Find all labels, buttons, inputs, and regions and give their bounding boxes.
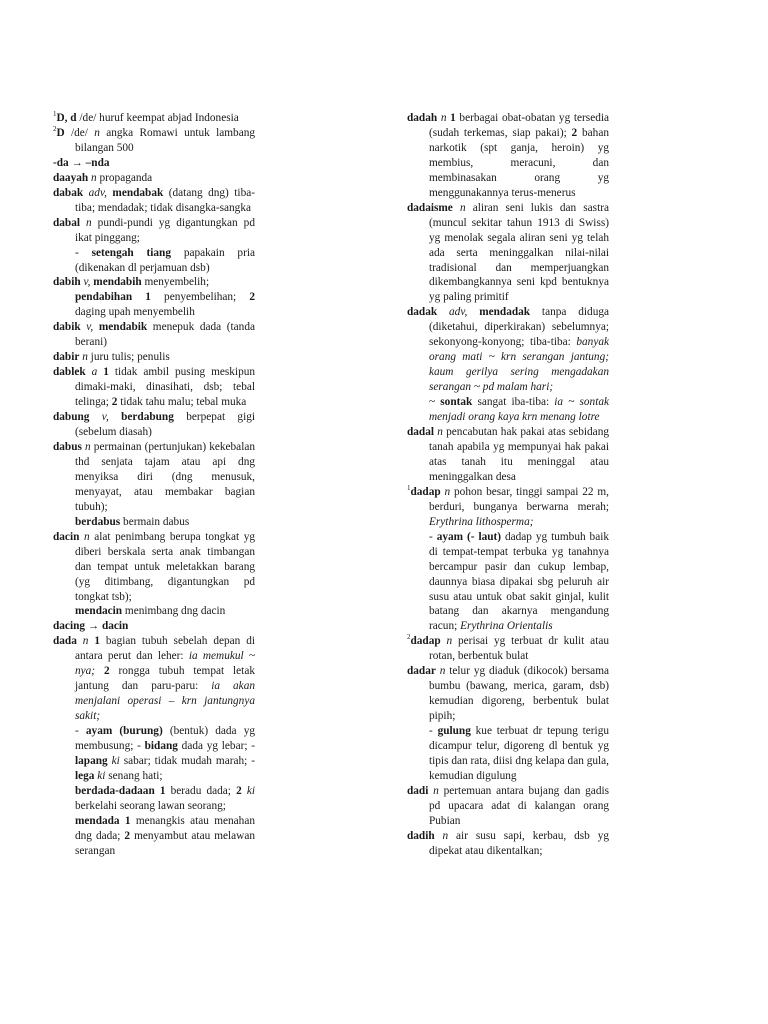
dictionary-entry [407, 111, 609, 201]
dictionary-entry [53, 634, 255, 858]
entry-headword-line: dadaisme n aliran seni lukis dan sastra (muncul sekitar tahun 1913 di Swiss) yg menolak segala aliran seni yg telah ada serta meninggalkan nilai-nilai tradisional dan memperjuangkan dikembangkannya seni kpd bentuknya yg paling primitif [407, 201, 609, 304]
entry-headword-line: $^2$D /de/ n angka Romawi untuk lambang bilangan 500 [53, 125, 256, 154]
entry-headword-line: dabir n juru tulis; penulis [53, 351, 170, 364]
entry-subentry: - ayam (burung) (bentuk) dada yg membusung; - bidang dada yg lebar; - lapang ki sabar; tidak mudah marah; - lega ki senang hati; [75, 725, 256, 782]
dictionary-entry [53, 619, 255, 634]
entry-headword-line: dabik v, mendabik menepuk dada (tanda berani) [53, 321, 255, 349]
entry-headword-line: dacing → dacin [53, 620, 129, 633]
dictionary-entry [53, 365, 255, 410]
dictionary-entry [407, 634, 609, 664]
dictionary-entry [407, 425, 609, 485]
entry-subentry: - ayam (- laut) dadap yg tumbuh baik di tempat-tempat terbuka yg tanahnya bercampur pasir dan cukup lembap, daunnya biasa dipakai sbg peluruh air susu atau untuk obat sakit ginjal, kulit batang dan akarnya mengandung racun; Erythrina Orientalis [429, 530, 610, 633]
dictionary-entry [407, 829, 609, 859]
dictionary-entry [53, 275, 255, 320]
entry-headword-line: daayah n propaganda [53, 171, 153, 184]
entry-headword-line: dadih n air susu sapi, kerbau, dsb yg dipekat atau dikentalkan; [407, 829, 609, 857]
dictionary-entry [53, 126, 255, 156]
entry-headword-line: $^1$dadap n pohon besar, tinggi sampai 22 m, berduri, bunganya berwarna merah; Erythrina lithosperma; [407, 484, 609, 528]
entry-headword-line: $^2$dadap n perisai yg terbuat dr kulit atau rotan, berbentuk bulat [407, 633, 609, 663]
dictionary-entry [53, 111, 255, 126]
dictionary-entry [53, 216, 255, 276]
dictionary-entry [407, 485, 609, 635]
dictionary-entry [53, 156, 255, 171]
entry-subentry: ~ sontak sangat iba-tiba: ia ~ sontak menjadi orang kaya krn menang lotre [429, 396, 610, 424]
entry-headword-line: dadal n pencabutan hak pakai atas sebidang tanah apabila yg mempunyai hak pakai atas tanah itu meninggal atau meninggalkan desa [407, 426, 609, 483]
entry-headword-line: dabung v, berdabung berpepat gigi (sebelum diasah) [53, 411, 256, 439]
entry-headword-line: dabih v, mendabih menyembelih; [53, 276, 210, 289]
entry-headword-line: dadar n telur yg diaduk (dikocok) bersama bumbu (bawang, merica, garam, dsb) kemudian digoreng, berbentuk bulat pipih; [407, 665, 609, 723]
entry-headword-line: dadi n pertemuan antara bujang dan gadis pd upacara adat di kalangan orang Pubian [407, 784, 610, 827]
dictionary-entry [53, 320, 255, 350]
entry-headword-line: dabak adv, mendabak (datang dng) tiba-tiba; mendadak; tidak disangka-sangka [53, 186, 255, 214]
dictionary-entry [407, 201, 609, 306]
entry-subentry: mendada 1 menangkis atau menahan dng dada; 2 menyambut atau melawan serangan [75, 814, 256, 857]
dictionary-entry [53, 410, 255, 440]
dictionary-entry [407, 664, 609, 784]
entry-headword-line: -da → –nda [53, 156, 110, 169]
right-column [407, 111, 609, 859]
entry-headword-line: dadak adv, mendadak tanpa diduga (diketahui, diperkirakan) sebelumnya; sekonyong-konyong; tiba-tiba: banyak orang mati ~ krn serangan jantung; kaum gerilya sering mengadakan serangan ~ pd malam hari; [407, 306, 610, 394]
dictionary-entry [53, 171, 255, 186]
entry-headword-line: dadah n 1 berbagai obat-obatan yg tersedia (sudah terkemas, siap pakai); 2 bahan narkotik (spt ganja, heroin) yg membius, meracuni, dan membinasakan orang yg menggunakannya terus-menerus [407, 112, 610, 199]
entry-subentry: mendacin menimbang dng dacin [75, 605, 226, 618]
entry-headword-line: dabal n pundi-pundi yg digantungkan pd ikat pinggang; [53, 216, 255, 244]
dictionary-entry [53, 350, 255, 365]
dictionary-entry [53, 440, 255, 530]
entry-subentry: pendabihan 1 penyembelihan; 2 daging upah menyembelih [75, 291, 255, 319]
entry-subentry: berdabus bermain dabus [75, 515, 190, 528]
entry-headword-line: dabus n permainan (pertunjukan) kekebalan thd senjata tajam atau api dng menyiksa diri (dng menusuk, menyayat, atau membakar bagian tubuh); [53, 440, 255, 513]
left-column [53, 111, 255, 859]
entry-subentry: - setengah tiang papakain pria (dikenakan dl perjamuan dsb) [75, 246, 255, 274]
dictionary-entry [407, 784, 609, 829]
entry-headword-line: $^1$D, d /de/ huruf keempat abjad Indonesia [53, 110, 239, 124]
dictionary-entry [407, 305, 609, 425]
entry-subentry: - gulung kue terbuat dr tepung terigu dicampur telur, digoreng dl bentuk yg tipis dan rata, diisi dng kelapa dan gula, kemudian digulung [429, 725, 609, 782]
entry-subentry: berdada-dadaan 1 beradu dada; 2 ki berkelahi seorang lawan seorang; [75, 784, 255, 812]
dictionary-entry [53, 186, 255, 216]
entry-headword-line: dablek a 1 tidak ambil pusing meskipun dimaki-maki, dinasihati, dsb; tebal telinga; 2 tidak tahu malu; tebal muka [53, 366, 256, 409]
entry-headword-line: dada n 1 bagian tubuh sebelah depan di antara perut dan leher: ia memukul ~ nya; 2 rongga tubuh tempat letak jantung dan paru-paru: ia akan menjalani operasi – krn jantungnya sakit; [53, 635, 255, 723]
entry-headword-line: dacin n alat penimbang berupa tongkat yg diberi berskala serta anak timbangan dan tempat untuk meletakkan barang (yg ditimbang, digantungkan pd tongkat tsb); [53, 530, 255, 603]
dictionary-entry [53, 530, 255, 620]
